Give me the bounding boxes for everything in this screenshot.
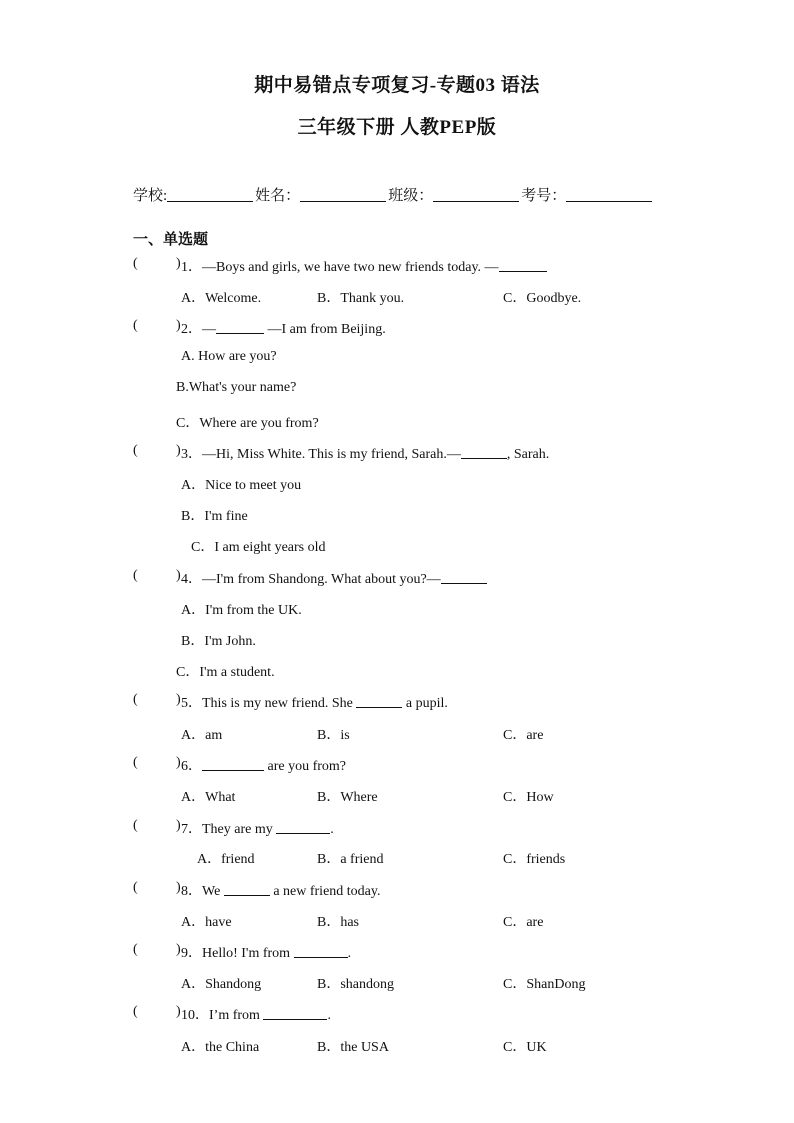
answer-paren-open[interactable]: (: [133, 755, 138, 770]
answer-paren-close: ): [176, 692, 181, 707]
answer-paren-close: ): [176, 318, 181, 333]
document-subtitle: 三年级下册 人教PEP版: [297, 117, 497, 138]
answer-option[interactable]: B．is: [317, 728, 350, 743]
answer-paren-close: ): [176, 1004, 181, 1019]
question-text: —Boys and girls, we have two new friends today. —: [202, 260, 499, 275]
answer-option[interactable]: A．have: [181, 915, 232, 930]
answer-option[interactable]: A．Shandong: [181, 977, 262, 992]
answer-option[interactable]: A．friend: [197, 852, 255, 867]
answer-option[interactable]: A．What: [181, 790, 236, 805]
answer-blank[interactable]: [499, 259, 547, 272]
answer-option[interactable]: C．I'm a student.: [176, 665, 275, 680]
school-blank[interactable]: [167, 186, 253, 202]
question-text: —I am from Beijing.: [264, 322, 386, 337]
answer-option[interactable]: A．the China: [181, 1040, 260, 1055]
answer-option[interactable]: C．ShanDong: [503, 977, 586, 992]
question-stem: [181, 318, 386, 338]
answer-blank[interactable]: [216, 321, 264, 334]
answer-blank[interactable]: [461, 446, 507, 459]
question-text: , Sarah.: [506, 447, 550, 462]
question-stem: [181, 568, 487, 588]
class-blank[interactable]: [433, 186, 519, 202]
question-number: 10．: [181, 1008, 209, 1023]
answer-option[interactable]: C．friends: [503, 852, 566, 867]
question-text: .: [347, 946, 352, 961]
question-number: 6．: [181, 759, 202, 774]
question-stem: [181, 1004, 331, 1024]
answer-blank[interactable]: [294, 945, 348, 958]
question-text: I’m from: [209, 1008, 264, 1023]
answer-blank[interactable]: [276, 821, 330, 834]
answer-option[interactable]: A．Welcome.: [181, 291, 262, 306]
section-title: 一、单选题: [133, 232, 209, 248]
exam-no-blank[interactable]: [566, 186, 652, 202]
answer-option[interactable]: B．Where: [317, 790, 378, 805]
answer-paren-open[interactable]: (: [133, 942, 138, 957]
answer-option[interactable]: B．a friend: [317, 852, 384, 867]
answer-option[interactable]: A．am: [181, 728, 223, 743]
answer-option[interactable]: B．Thank you.: [317, 291, 405, 306]
answer-blank[interactable]: [224, 883, 270, 896]
answer-option[interactable]: C．Goodbye.: [503, 291, 582, 306]
answer-paren-close: ): [176, 880, 181, 895]
question-text: We: [202, 884, 224, 899]
question-text: —: [202, 322, 216, 337]
answer-option[interactable]: B．the USA: [317, 1040, 389, 1055]
answer-blank[interactable]: [356, 695, 402, 708]
question-stem: [181, 880, 380, 900]
answer-option[interactable]: A．I'm from the UK.: [181, 603, 302, 618]
class-label: 班级：: [388, 188, 434, 204]
student-info-row: [133, 184, 654, 205]
question-text: are you from?: [264, 759, 347, 774]
answer-option[interactable]: C．are: [503, 915, 544, 930]
question-text: .: [327, 1008, 331, 1023]
question-text: This is my new friend. She: [202, 696, 357, 711]
question-number: 8．: [181, 884, 202, 899]
question-number: 9．: [181, 946, 202, 961]
answer-paren-open[interactable]: (: [133, 318, 138, 333]
answer-option[interactable]: C．UK: [503, 1040, 547, 1055]
answer-option[interactable]: B．has: [317, 915, 359, 930]
answer-paren-close: ): [176, 568, 181, 583]
question-number: 1．: [181, 260, 202, 275]
answer-paren-close: ): [176, 256, 181, 271]
question-number: 7．: [181, 822, 202, 837]
answer-paren-open[interactable]: (: [133, 256, 138, 271]
answer-paren-close: ): [176, 755, 181, 770]
answer-option[interactable]: B.What's your name?: [176, 380, 297, 395]
exam-no-label: 考号：: [521, 188, 567, 204]
answer-paren-open[interactable]: (: [133, 443, 138, 458]
question-number: 4．: [181, 572, 202, 587]
answer-option[interactable]: C．How: [503, 790, 554, 805]
name-blank[interactable]: [300, 186, 386, 202]
answer-paren-open[interactable]: (: [133, 568, 138, 583]
question-text: Hello! I'm from: [202, 946, 294, 961]
answer-blank[interactable]: [263, 1007, 327, 1020]
question-text: a new friend today.: [269, 884, 381, 899]
answer-option[interactable]: B．I'm John.: [181, 634, 256, 649]
school-label: 学校:: [133, 188, 168, 204]
question-stem: [181, 256, 547, 276]
question-stem: [181, 443, 549, 463]
answer-option[interactable]: A．Nice to meet you: [181, 478, 302, 493]
answer-paren-open[interactable]: (: [133, 692, 138, 707]
answer-option[interactable]: B．shandong: [317, 977, 394, 992]
question-number: 2．: [181, 322, 202, 337]
document-title: 期中易错点专项复习-专题03 语法: [254, 75, 540, 96]
question-text: —Hi, Miss White. This is my friend, Sarah.—: [202, 447, 461, 462]
answer-blank[interactable]: [441, 571, 487, 584]
answer-option[interactable]: A. How are you?: [181, 349, 277, 364]
answer-paren-open[interactable]: (: [133, 880, 138, 895]
question-number: 3．: [181, 447, 202, 462]
answer-option[interactable]: B．I'm fine: [181, 509, 248, 524]
answer-option[interactable]: C．Where are you from?: [176, 416, 319, 431]
question-stem: [181, 818, 334, 838]
answer-paren-close: ): [176, 443, 181, 458]
answer-option[interactable]: C．are: [503, 728, 544, 743]
question-stem: [181, 755, 346, 775]
question-stem: [181, 942, 351, 962]
question-number: 5．: [181, 696, 202, 711]
question-text: a pupil.: [402, 696, 448, 711]
question-text: .: [330, 822, 334, 837]
answer-option[interactable]: C．I am eight years old: [191, 540, 326, 555]
answer-blank[interactable]: [202, 758, 264, 771]
answer-paren-open[interactable]: (: [133, 818, 138, 833]
question-stem: [181, 692, 448, 712]
name-label: 姓名：: [255, 188, 301, 204]
question-text: They are my: [202, 822, 277, 837]
answer-paren-close: ): [176, 818, 181, 833]
question-text: —I'm from Shandong. What about you?—: [202, 572, 441, 587]
answer-paren-open[interactable]: (: [133, 1004, 138, 1019]
answer-paren-close: ): [176, 942, 181, 957]
